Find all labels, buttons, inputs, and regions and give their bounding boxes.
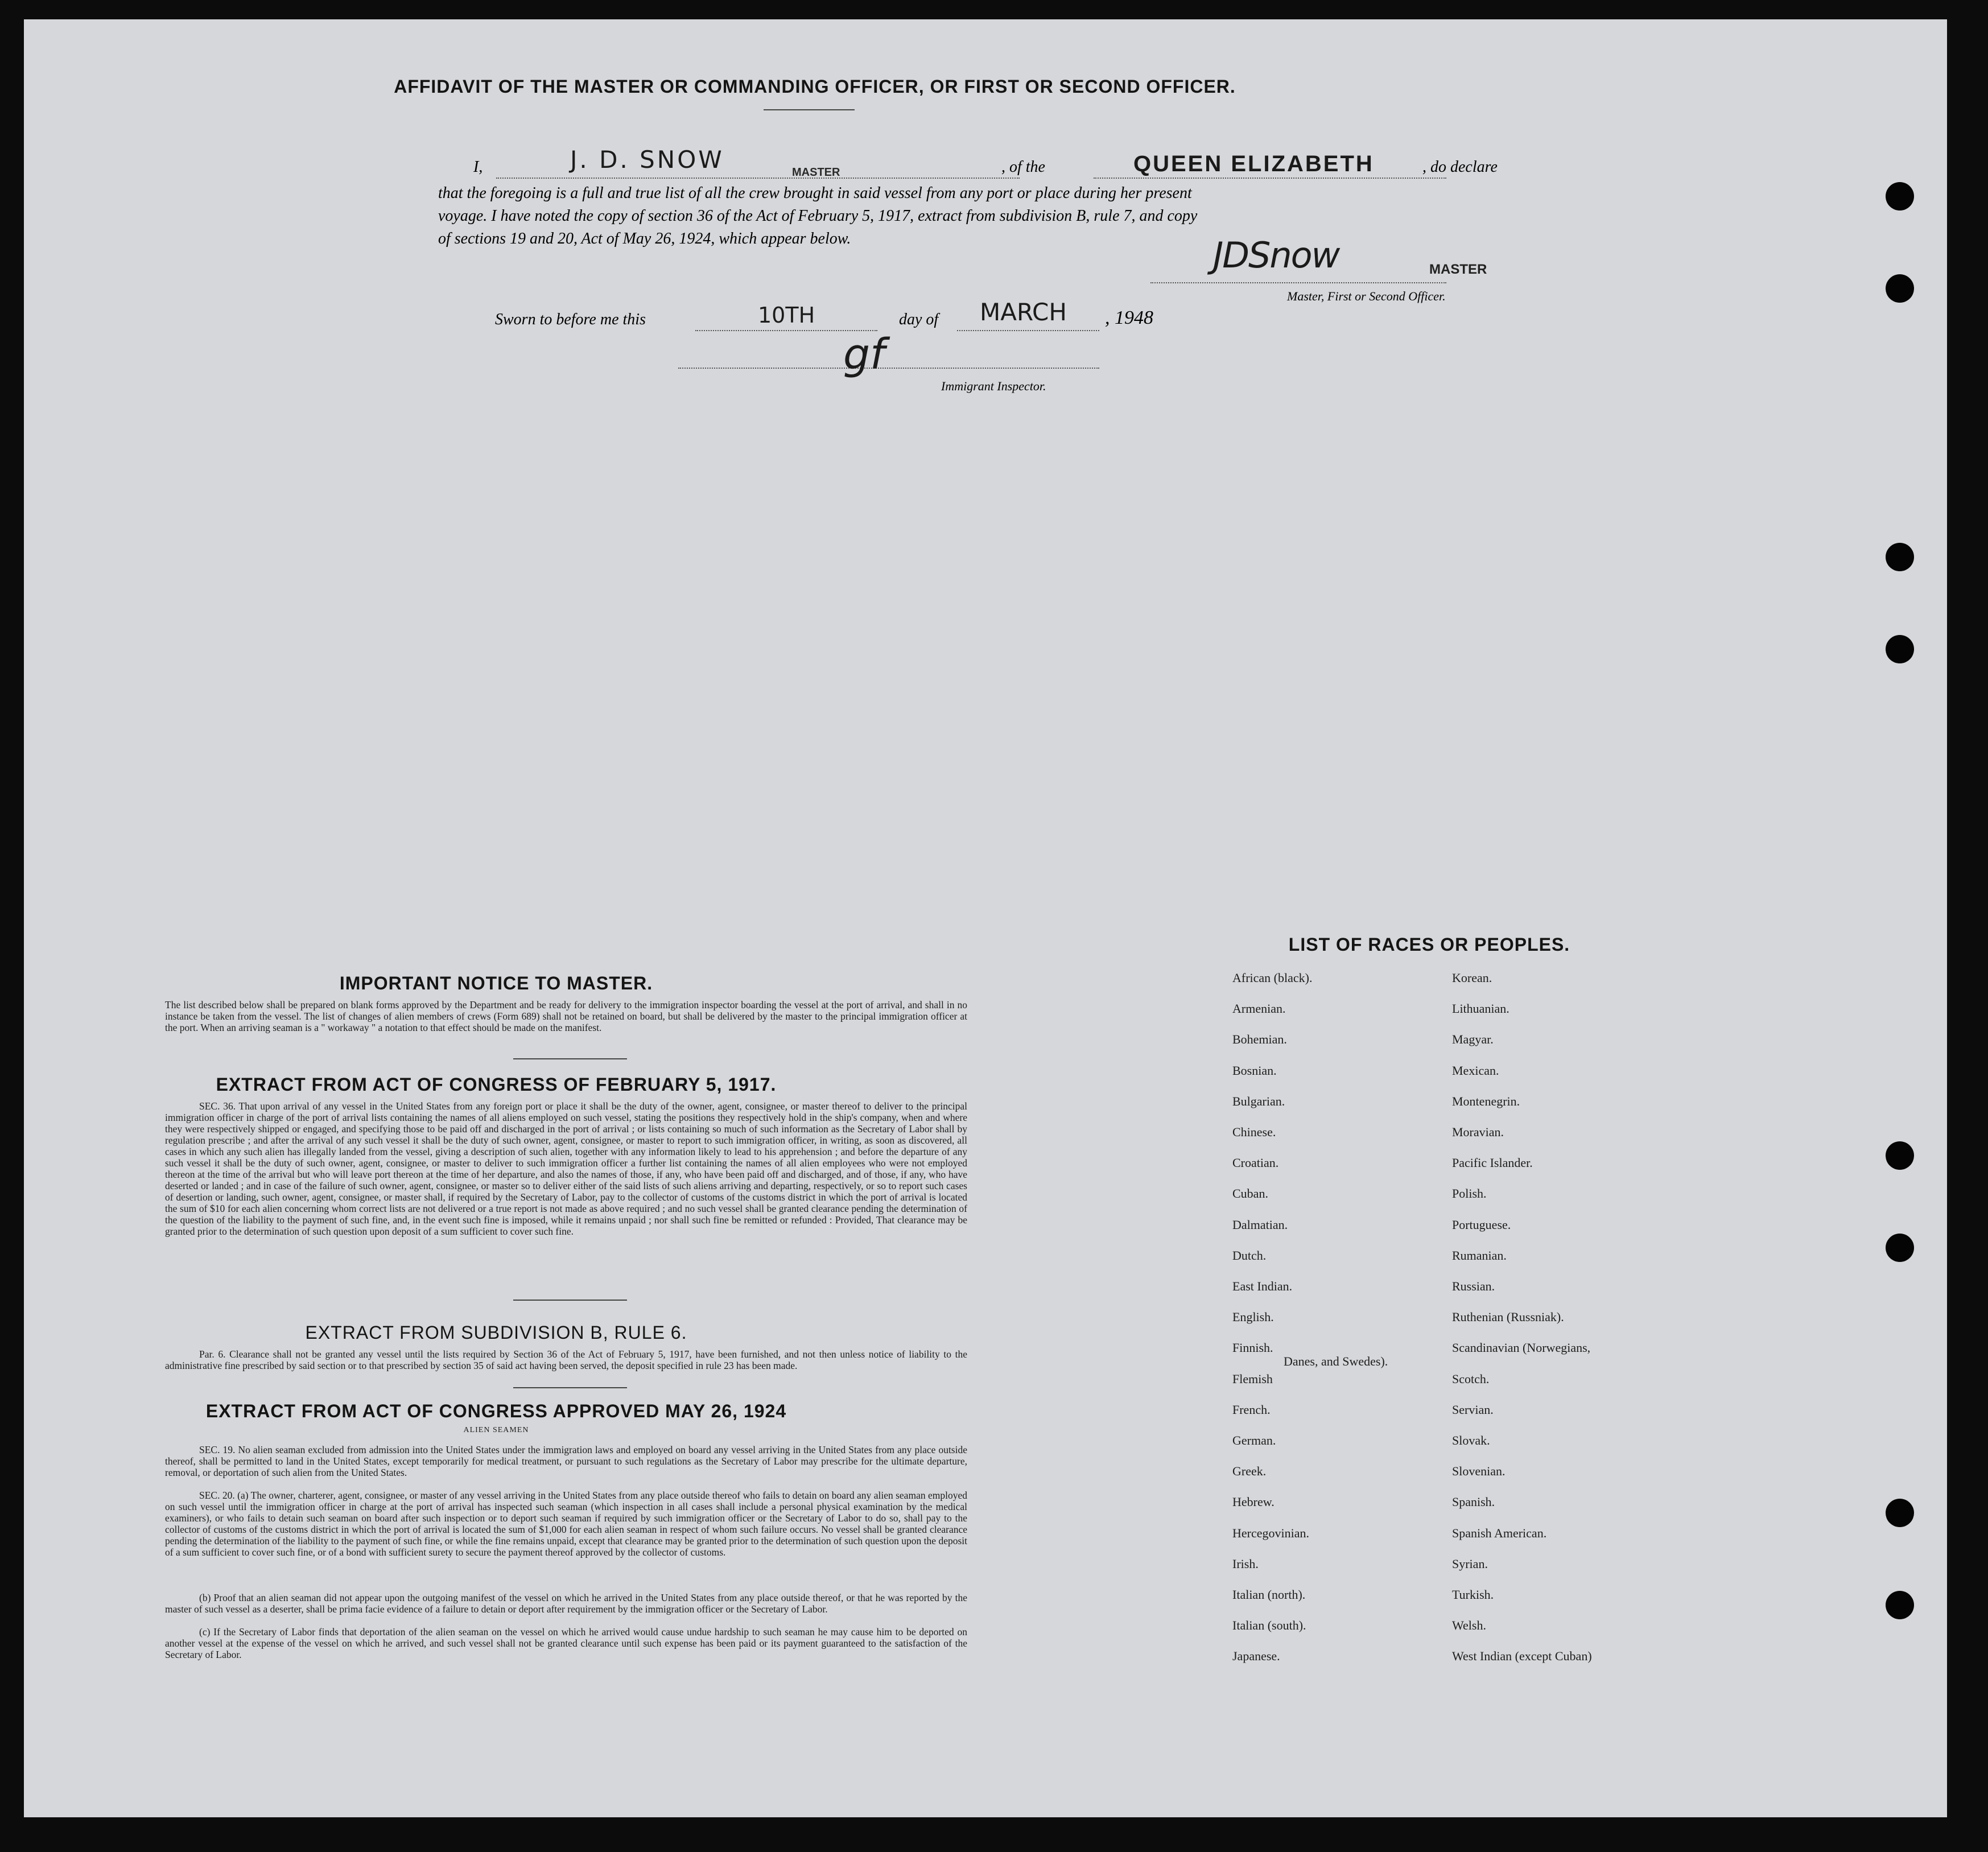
race-item: African (black). [1232, 971, 1313, 985]
binder-hole-5 [1886, 1141, 1914, 1170]
extract-1924-sec19: SEC. 19. No alien seaman excluded from admission into the United States under the immigration laws and employed on board any vessel arriving in the United States from any place outside thereof, shall be permitted to land in the United States, except temporarily for medical treatment, or pursuant to such regulations as the Secretary of Labor may prescribe for the ultimate departure, removal, or deportation of such alien from the United States. [165, 1444, 967, 1478]
extract-1917-divider [513, 1300, 627, 1301]
race-item: Russian. [1452, 1279, 1495, 1293]
inspector-line [678, 368, 1099, 369]
binder-hole-3 [1886, 543, 1914, 571]
vessel-blank [1094, 178, 1446, 179]
inspector-signature: gf [843, 330, 885, 379]
race-item: Moravian. [1452, 1125, 1504, 1139]
race-item: German. [1232, 1433, 1276, 1447]
binder-hole-1 [1886, 182, 1914, 211]
vessel-name: QUEEN ELIZABETH [1133, 151, 1374, 176]
race-item: Syrian. [1452, 1556, 1488, 1571]
race-item: Pacific Islander. [1452, 1156, 1533, 1170]
affidavit-title: AFFIDAVIT OF THE MASTER OR COMMANDING OFFICER, OR FIRST OR SECOND OFFICER. [394, 76, 1236, 97]
do-declare-label: , do declare [1422, 158, 1498, 176]
signature-line [1150, 282, 1446, 283]
race-item: Hebrew. [1232, 1495, 1275, 1509]
sworn-month: MARCH [980, 298, 1067, 326]
race-item: Danes, and Swedes). [1284, 1354, 1388, 1369]
extract-1917-title: EXTRACT FROM ACT OF CONGRESS OF FEBRUARY 5, 1917. [216, 1074, 777, 1095]
binder-hole-4 [1886, 635, 1914, 663]
document-page [24, 19, 1947, 1817]
race-item: East Indian. [1232, 1279, 1293, 1293]
race-item: Dalmatian. [1232, 1217, 1288, 1232]
name-blank [496, 178, 1020, 179]
race-item: Bosnian. [1232, 1063, 1277, 1078]
notice-text: The list described below shall be prepared on blank forms approved by the Department and be ready for delivery to the immigration inspector boarding the vessel at the port of arrival, and shall in no instance be taken from the vessel. The list of changes of alien members of crews (Form 689) shall not be retained on board, but shall be delivered by the master to the principal immigration officer at the port. When an arriving seaman is a " workaway " a notation to that effect should be made on the manifest. [165, 999, 967, 1033]
extract-1924-title: EXTRACT FROM ACT OF CONGRESS APPROVED MAY 26, 1924 [205, 1401, 787, 1421]
binder-hole-8 [1886, 1591, 1914, 1619]
race-item: Greek. [1232, 1464, 1267, 1479]
race-item: Lithuanian. [1452, 1001, 1509, 1016]
race-item: Montenegrin. [1452, 1094, 1520, 1108]
race-item: French. [1232, 1402, 1271, 1417]
race-item: Spanish. [1452, 1495, 1495, 1509]
race-item: Japanese. [1232, 1649, 1280, 1664]
inspector-caption: Immigrant Inspector. [941, 379, 1046, 393]
race-item: Cuban. [1232, 1186, 1268, 1201]
race-item: English. [1232, 1310, 1274, 1325]
day-of-label: day of [899, 311, 939, 328]
race-item: Finnish. [1232, 1340, 1273, 1355]
race-item: Rumanian. [1452, 1248, 1507, 1263]
master-signature: JDSnow [1213, 234, 1339, 276]
extract-1917-text: SEC. 36. That upon arrival of any vessel in the United States from any foreign port or place it shall be the duty of the owner, agent, consignee, or master thereof to deliver to the principal immigration officer in charge of the port of arrival lists containing the names of all aliens employed on such vessel, stating the positions they respectively hold in the ship's company, when and where they were respectively shipped or engaged, and specifying those to be paid off and discharged in the port of arrival ; or lists containing so much of such information as the Secretary of Labor shall by regulation prescribe ; and after the arrival of any such vessel it shall be the duty of such owner, agent, consignee, or master to report to such immigration officer, in writing, as soon as discovered, all cases in which any such alien has illegally landed from the vessel, giving a description of such alien, together with any information likely to lead to his apprehension ; and before the departure of any such vessel it shall be the duty of such owner, agent, consignee, or master to deliver to such immigration officer a further list containing the names of all alien employees who were not employed thereon at the time of the arrival but who will leave port thereon at the time of her departure, and also the names of those, if any, who have been paid off and discharged, and of those, if any, who have deserted or landed ; and in case of the failure of such owner, agent, consignee, or master so to deliver either of the said lists of such aliens arriving and departing, respectively, or so to report such cases of desertion or landing, such owner, agent, consignee, or master shall, if required by the Secretary of Labor, pay to the collector of customs of the customs district in which the port of arrival is located the sum of $10 for each alien concerning whom correct lists are not delivered or a true report is not made as above required ; and no such vessel shall be granted clearance pending the determination of the question of the liability to the payment of such fine, and, in the event such fine is imposed, while it remains unpaid ; nor shall such fine be remitted or refunded : Provided, That clearance may be granted prior to the determination of such question upon deposit of a sum sufficient to cover such fine. [165, 1100, 967, 1237]
race-item: Turkish. [1452, 1587, 1494, 1602]
sworn-label: Sworn to before me this [495, 311, 646, 328]
extract-rule-text: Par. 6. Clearance shall not be granted any vessel until the lists required by Section 36 of the Act of February 5, 1917, have been furnished, and not then unless notice of liability to the administrative fine prescribed by said section or to that prescribed by section 35 of said act having been served, the deposit specified in rule 23 has been made. [165, 1348, 967, 1371]
affidavit-i-label: I, [473, 158, 483, 176]
extract-1924-sec20a: SEC. 20. (a) The owner, charterer, agent, consignee, or master of any vessel arriving in the United States from any place outside thereof who fails to detain on board any alien seaman employed on such vessel until the immigration officer in charge at the port of arrival has inspected such seaman (which inspection in all cases shall include a personal physical examination by the medical examiners), or who fails to detain such seaman on board after such inspection or to deport such seaman if required by such immigration officer or the Secretary of Labor to do so, shall pay to the collector of customs of the customs district in which the port of arrival is located the sum of $1,000 for each alien seaman in respect of whom such failure occurs. No vessel shall be granted clearance pending the determination of the liability to the payment of such fine, or while the fine remains unpaid, except that clearance may be granted prior to the determination of such question upon the deposit of a sum sufficient to cover such fine, or of a bond with sufficient surety to secure the payment thereof approved by the collector of customs. [165, 1490, 967, 1558]
race-item: Welsh. [1452, 1618, 1486, 1633]
notice-divider [513, 1058, 627, 1059]
race-item: Hercegovinian. [1232, 1525, 1309, 1540]
race-item: Dutch. [1232, 1248, 1267, 1263]
binder-hole-7 [1886, 1499, 1914, 1527]
title-divider [764, 109, 855, 110]
extract-1924-sec20c: (c) If the Secretary of Labor finds that deportation of the alien seaman on the vessel on which he arrived would cause undue hardship to such seaman he may cause him to be deported on another vessel at the expense of the vessel on which he arrived, and such vessel shall not be granted clearance until such expense has been paid or its payment guaranteed to the satisfaction of the Secretary of Labor. [165, 1626, 967, 1660]
race-item: Irish. [1232, 1556, 1259, 1571]
month-blank [957, 330, 1099, 331]
races-title: LIST OF RACES OR PEOPLES. [1288, 934, 1570, 955]
race-item: Bulgarian. [1232, 1094, 1285, 1108]
race-item: Servian. [1452, 1402, 1494, 1417]
race-item: West Indian (except Cuban) [1452, 1649, 1592, 1664]
signature-caption: Master, First or Second Officer. [1287, 289, 1446, 303]
race-item: Ruthenian (Russniak). [1452, 1310, 1564, 1325]
race-item: Bohemian. [1232, 1032, 1287, 1047]
affidavit-line-4: of sections 19 and 20, Act of May 26, 1924, which appear below. [438, 230, 851, 248]
race-item: Scandinavian (Norwegians, [1452, 1340, 1591, 1355]
race-item: Korean. [1452, 971, 1492, 985]
race-item: Italian (north). [1232, 1587, 1306, 1602]
race-item: Magyar. [1452, 1032, 1494, 1047]
extract-rule-divider [513, 1387, 627, 1388]
race-item: Spanish American. [1452, 1525, 1547, 1540]
race-item: Armenian. [1232, 1001, 1286, 1016]
affidavit-line-2: that the foregoing is a full and true list of all the crew brought in said vessel from any port or place during her present [438, 184, 1192, 202]
race-item: Chinese. [1232, 1125, 1276, 1139]
race-item: Mexican. [1452, 1063, 1499, 1078]
race-item: Polish. [1452, 1186, 1487, 1201]
race-item: Portuguese. [1452, 1217, 1511, 1232]
race-item: Croatian. [1232, 1156, 1279, 1170]
extract-1924-subtitle: ALIEN SEAMEN [463, 1426, 529, 1434]
signature-rank-stamp: MASTER [1429, 262, 1487, 277]
of-the-label: , of the [1001, 158, 1045, 176]
binder-hole-2 [1886, 274, 1914, 303]
master-rank-stamp: MASTER [792, 166, 840, 179]
race-item: Slovenian. [1452, 1464, 1506, 1479]
race-item: Flemish [1232, 1371, 1273, 1386]
sworn-year: , 1948 [1105, 307, 1153, 328]
extract-1924-sec20b: (b) Proof that an alien seaman did not appear upon the outgoing manifest of the vessel on which he arrived in the United States from any place outside thereof, or that he was reported by the master of such vessel as a deserter, shall be prima facie evidence of a failure to detain or deport after requirement by the immigration officer or the Secretary of Labor. [165, 1592, 967, 1615]
race-item: Scotch. [1452, 1371, 1490, 1386]
sworn-day: 10TH [758, 303, 815, 328]
affidavit-line-3: voyage. I have noted the copy of section 36 of the Act of February 5, 1917, extract from subdivision B, rule 7, and copy [438, 207, 1198, 225]
notice-title: IMPORTANT NOTICE TO MASTER. [339, 973, 653, 993]
extract-rule-title: EXTRACT FROM SUBDIVISION B, RULE 6. [305, 1322, 687, 1343]
race-item: Slovak. [1452, 1433, 1490, 1447]
master-name: J. D. SNOW [570, 146, 724, 174]
binder-hole-6 [1886, 1234, 1914, 1262]
race-item: Italian (south). [1232, 1618, 1306, 1633]
